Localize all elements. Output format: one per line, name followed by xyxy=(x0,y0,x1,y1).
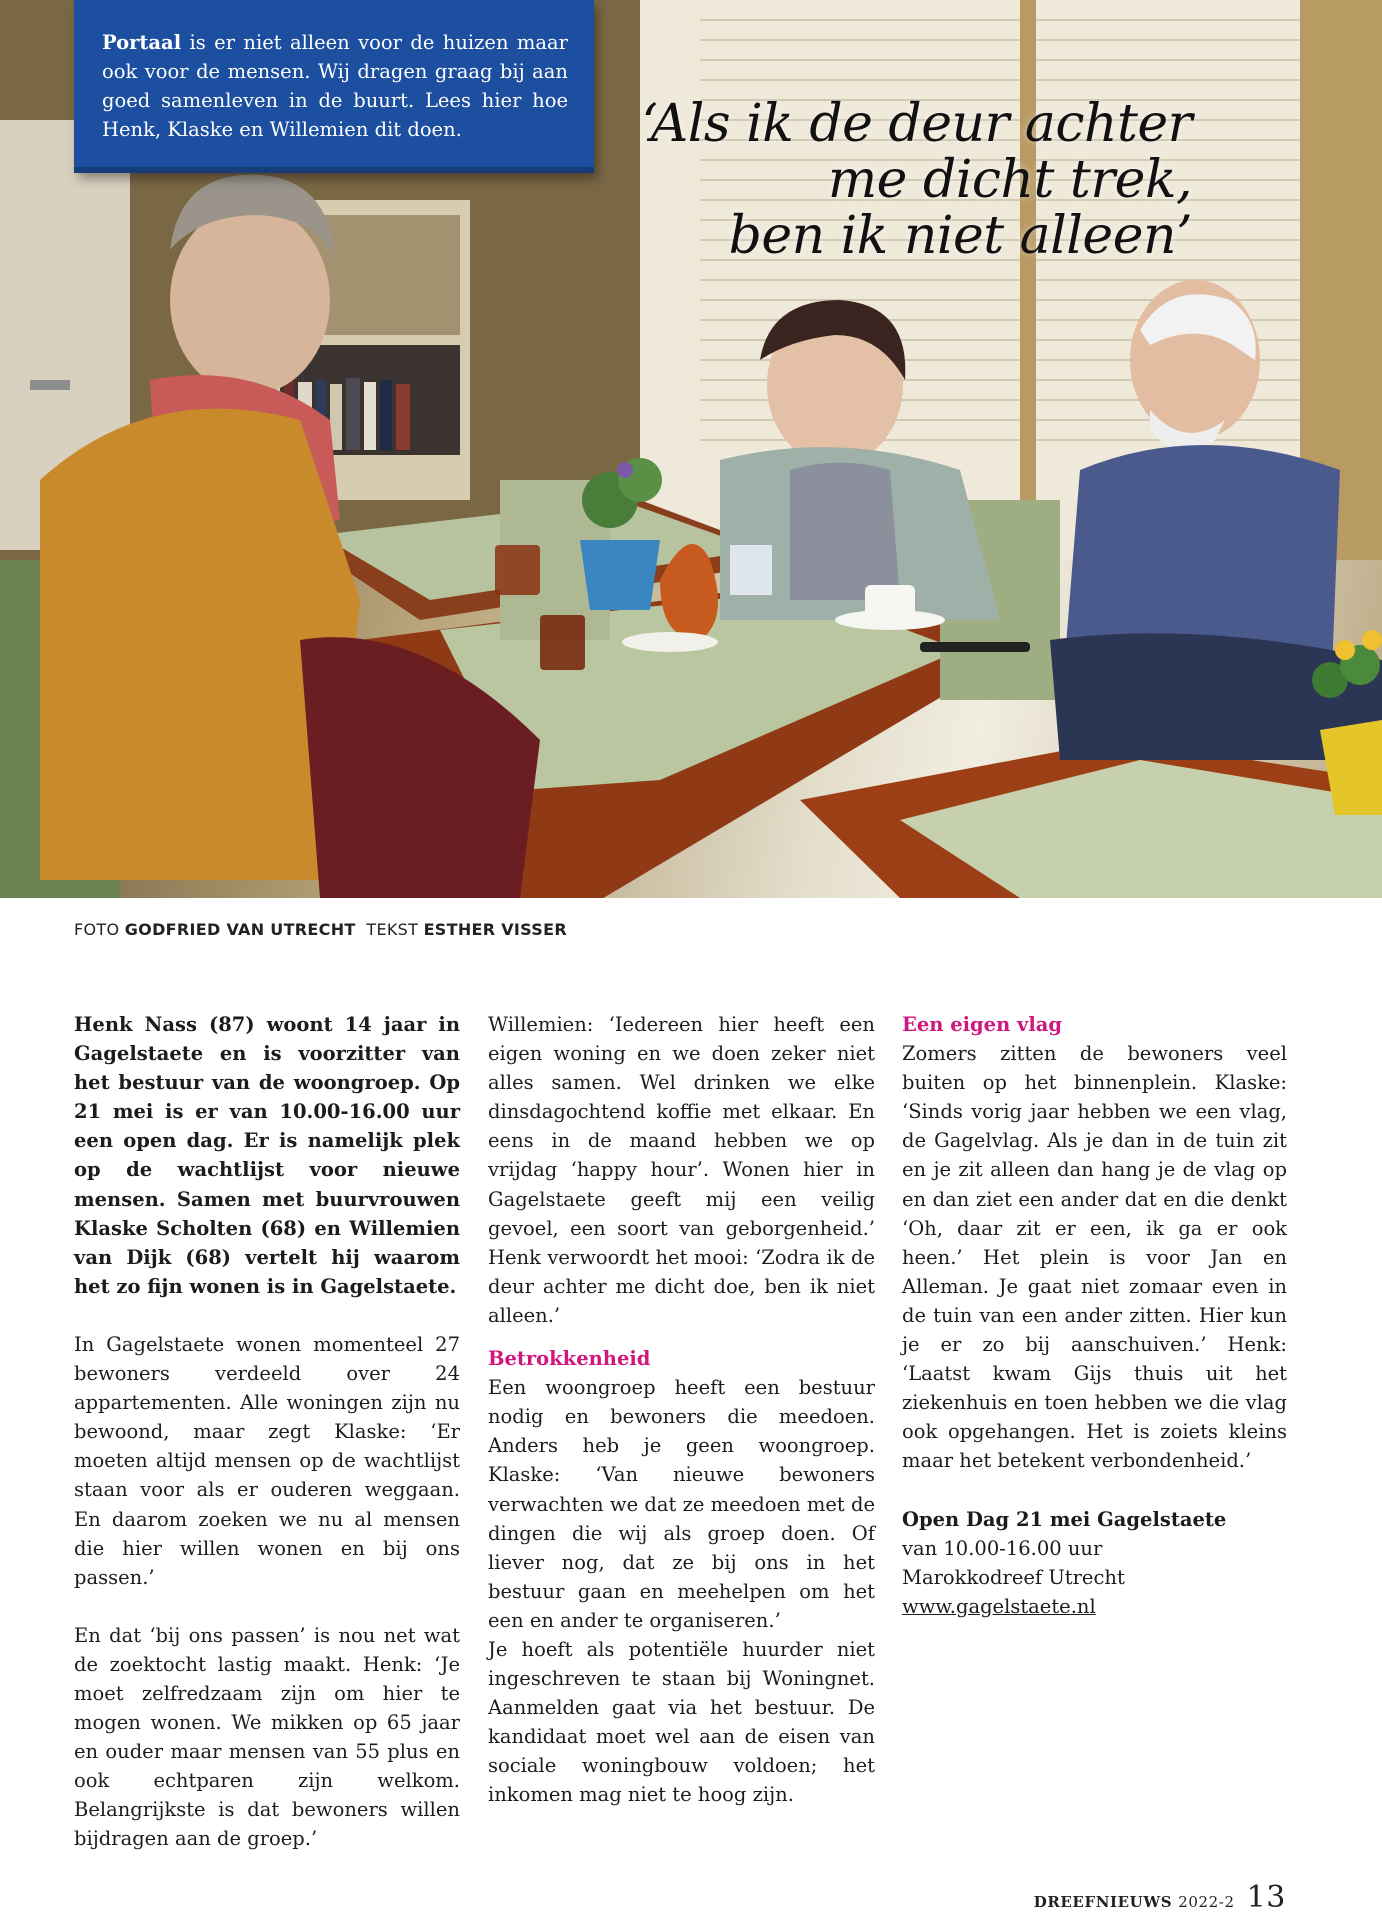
heading-betrokkenheid: Betrokkenheid xyxy=(488,1347,651,1371)
photo-credits xyxy=(74,920,567,939)
foto-label: FOTO xyxy=(74,920,125,939)
magazine-name: DREEFNIEUWS xyxy=(1033,1893,1173,1911)
column-1 xyxy=(74,1010,460,1854)
column-3 xyxy=(902,1010,1287,1621)
heading-eigen-vlag: Een eigen vlag xyxy=(902,1013,1063,1036)
event-title: Open Dag 21 mei Gagelstaete xyxy=(902,1507,1227,1531)
event-time: van 10.00-16.00 uur xyxy=(902,1536,1103,1560)
headline-line-3: ben ik niet alleen’ xyxy=(728,206,1192,266)
event-link[interactable]: www.gagelstaete.nl xyxy=(902,1594,1096,1618)
tekst-label: TEKST xyxy=(355,920,424,939)
intro-brand: Portaal xyxy=(102,31,182,54)
headline-line-2: me dicht trek, xyxy=(827,150,1192,210)
page-number: 13 xyxy=(1246,1880,1286,1915)
headline-line-1: ‘Als ik de deur achter xyxy=(641,94,1192,154)
col1-paragraph-1: In Gagelstaete wonen momenteel 27 bewoners verdeeld over 24 appartementen. Alle woningen zijn nu bewoond, maar zegt Klaske: ‘Er moeten altijd mensen op de wachtlijst staan voor als er ouderen weggaan. En daarom zoeken we nu al mensen die hier willen wonen en bij ons passen.’ xyxy=(74,1332,460,1589)
tekst-name: ESTHER VISSER xyxy=(423,920,567,939)
foto-name: GODFRIED VAN UTRECHT xyxy=(124,920,356,939)
page-footer xyxy=(1034,1880,1286,1915)
headline xyxy=(492,96,1192,264)
col2-paragraph-3: Je hoeft als potentiële huurder niet ingeschreven te staan bij Woningnet. Aanmelden gaat via het bestuur. De kandidaat moet wel aan de eisen van sociale woningbouw voldoen; het inkomen mag niet te hoog zijn. xyxy=(488,1637,875,1807)
col1-paragraph-2: En dat ‘bij ons passen’ is nou net wat de zoektocht lastig maakt. Henk: ‘Je moet zelfredzaam zijn om hier te mogen wonen. We mikken op 65 jaar en ouder maar mensen van 55 plus en ook echtparen zijn welkom. Belangrijkste is dat bewoners willen bijdragen aan de groep.’ xyxy=(74,1623,460,1851)
col3-paragraph-1: Zomers zitten de bewoners veel buiten op het binnenplein. Klaske: ‘Sinds vorig jaar hebben we een vlag, de Gagelvlag. Als je dan in de tuin zit en je zit alleen dan hang je de vlag op en dan ziet een ander dat en die denkt ‘Oh, daar zit er een, ik ga er ook heen.’ Het plein is voor Jan en Alleman. Je gaat niet zomaar even in de tuin van een ander zitten. Hier kun je er zo bij aanschuiven.’ Henk: ‘Laatst kwam Gijs thuis uit het ziekenhuis en toen hebben we die vlag ook opgehangen. Het is zoiets kleins maar het betekent verbondenheid.’ xyxy=(902,1042,1287,1473)
event-place: Marokkodreef Utrecht xyxy=(902,1565,1125,1589)
lead-paragraph: Henk Nass (87) woont 14 jaar in Gagelstaete en is voorzitter van het bestuur van de woongroep. Op 21 mei is er van 10.00-16.00 uur een open dag. Er is namelijk plek op de wachtlijst voor nieuwe mensen. Samen met buurvrouwen Klaske Scholten (68) en Willemien van Dijk (68) vertelt hij waarom het zo fijn wonen is in Gagelstaete. xyxy=(74,1013,460,1298)
col2-paragraph-1: Willemien: ‘Iedereen hier heeft een eigen woning en we doen zeker niet alles samen. Wel drinken we elke dinsdagochtend koffie met elkaar. En eens in de maand hebben we op vrijdag ‘happy hour’. Wonen hier in Gagelstaete geeft mij een veilig gevoel, een soort van geborgenheid.’ Henk verwoordt het mooi: ‘Zodra ik de deur achter me dicht doe, ben ik niet alleen.’ xyxy=(488,1013,875,1327)
intro-text: is er niet alleen voor de huizen maar ook voor de mensen. Wij dragen graag bij aan goed samenleven in de buurt. Lees hier hoe Henk, Klaske en Willemien dit doen. xyxy=(102,31,568,141)
col2-paragraph-2: Een woongroep heeft een bestuur nodig en bewoners die meedoen. Anders heb je geen woongroep. Klaske: ‘Van nieuwe bewoners verwachten we dat ze meedoen met de dingen die wij als groep doen. Of liever nog, dat ze bij ons in het bestuur gaan en meehelpen om het een en ander te organiseren.’ xyxy=(488,1376,875,1632)
column-2 xyxy=(488,1010,875,1810)
magazine-issue: 2022-2 xyxy=(1178,1893,1235,1911)
